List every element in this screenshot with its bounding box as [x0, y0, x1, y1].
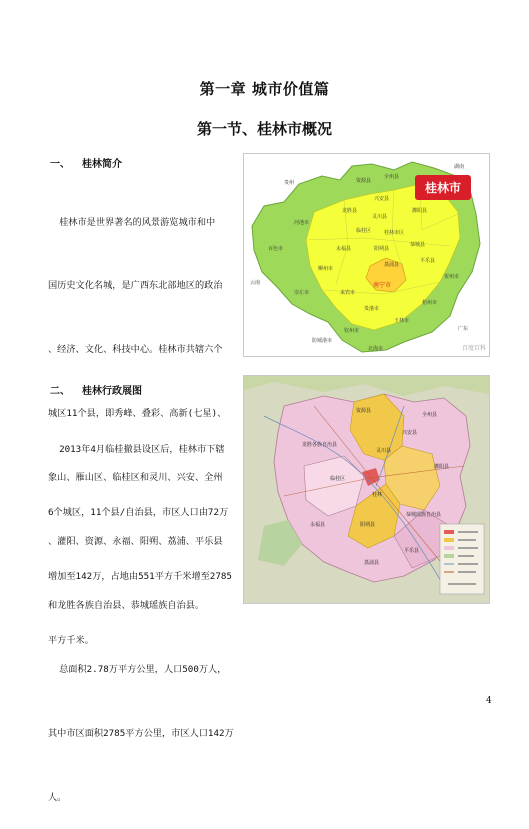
map-place-label: 资源县 — [356, 178, 372, 184]
admin-paragraph — [48, 396, 232, 673]
map-place-label: 全州县 — [422, 412, 438, 418]
map-place-label: 百色市 — [268, 246, 284, 252]
map-place-label: 永福县 — [336, 246, 352, 252]
map-place-label: 兴安县 — [402, 430, 418, 436]
section-heading-text: 桂林行政展图 — [82, 386, 142, 397]
map-place-label: 永福县 — [310, 522, 326, 528]
map-place-label: 北海市 — [368, 346, 384, 352]
section-heading-admin — [50, 382, 142, 397]
map-place-label: 防城港市 — [312, 338, 333, 344]
map-place-label: 云南 — [250, 280, 261, 286]
map-place-label: 荔浦县 — [384, 262, 400, 268]
map-place-label: 灵川县 — [376, 448, 392, 454]
map-place-label: 灌阳县 — [434, 464, 450, 470]
map-place-label: 贺州市 — [444, 274, 460, 280]
text-line: 2013年4月临桂撤县设区后，桂林市下辖 — [48, 443, 225, 455]
text-line: 增加至142万，占地由551平方千米增至2785 — [48, 571, 232, 583]
text-line: 人。 — [48, 791, 67, 803]
section-number: 一、 — [50, 159, 70, 170]
map-place-label: 桂林市区 — [384, 230, 405, 236]
map-place-label: 河池市 — [294, 220, 310, 226]
city-badge: 桂林市 — [424, 181, 462, 195]
map-place-label: 广东 — [458, 326, 469, 332]
map-place-label: 平乐县 — [420, 258, 436, 264]
text-line: 、经济、文化、科技中心。桂林市共辖六个 — [48, 344, 223, 356]
text-line: 平方千米。 — [48, 635, 94, 647]
map-place-label: 梧州市 — [422, 300, 438, 306]
watermark: 百度百科 — [462, 345, 487, 352]
map-place-label: 全州县 — [384, 174, 400, 180]
map-place-label: 玉林市 — [394, 318, 410, 324]
map-place-label: 贵港市 — [364, 306, 380, 312]
text-line: 其中市区面积2785平方公里，市区人口142万 — [48, 727, 234, 739]
map-place-label: 临桂区 — [330, 476, 346, 482]
map-place-label: 龙胜县 — [342, 208, 358, 214]
map-place-label: 恭城县 — [410, 242, 426, 248]
page-number: 4 — [486, 696, 492, 706]
map-legend — [440, 524, 484, 594]
guilin-admin-map-graphic — [244, 376, 489, 603]
map-place-label: 龙胜各族自治县 — [302, 442, 338, 448]
text-line: 城区11个县，即秀峰、叠彩、高新(七星)、 — [48, 408, 227, 420]
text-line: 和龙胜各族自治县、恭城瑶族自治县。 — [48, 599, 205, 611]
map-place-label: 崇左市 — [294, 290, 310, 296]
map-place-label: 柳州市 — [318, 266, 334, 272]
map-place-label: 钦州市 — [344, 328, 360, 334]
map-place-label: 临桂区 — [356, 228, 372, 234]
section-number: 二、 — [50, 386, 70, 397]
map-place-label: 灌阳县 — [412, 208, 428, 214]
guangxi-map-graphic — [244, 154, 489, 356]
guilin-admin-map — [243, 375, 490, 604]
map-place-label: 灵川县 — [372, 214, 388, 220]
section-heading-text: 桂林简介 — [82, 159, 122, 170]
map-place-label: 平乐县 — [404, 548, 420, 554]
map-place-label: 湖南 — [454, 164, 465, 170]
map-place-label: 桂林 — [372, 492, 383, 498]
text-line: 桂林市是世界著名的风景游览城市和中 — [48, 216, 216, 228]
map-place-label: 来宾市 — [340, 290, 356, 296]
map-place-label: 资源县 — [356, 408, 372, 414]
guangxi-map — [243, 153, 490, 357]
text-line: 象山、雁山区、临桂区和灵川、兴安、全州 — [48, 472, 223, 484]
map-place-label: 阳朔县 — [374, 246, 390, 252]
map-place-label: 贵州 — [284, 180, 295, 186]
section-title: 第一节、桂林市概况 — [196, 120, 332, 138]
text-line: 、灌阳、资源、永福、阳朔、荔浦、平乐县 — [48, 536, 223, 548]
section-heading-intro — [50, 155, 122, 170]
chapter-title: 第一章 城市价值篇 — [199, 80, 330, 98]
map-place-label: 兴安县 — [374, 196, 390, 202]
map-place-label: 荔浦县 — [364, 560, 380, 566]
text-line: 国历史文化名城，是广西东北部地区的政治 — [48, 280, 223, 292]
map-place-label: 恭城瑶族自治县 — [406, 512, 442, 518]
text-line: 总面积2.78万平方公里，人口500万人， — [48, 663, 227, 675]
map-place-label: 阳朔县 — [360, 522, 376, 528]
map-place-label: 南宁市 — [373, 282, 392, 289]
text-line: 6个城区，11个县/自治县，市区人口由72万 — [48, 507, 229, 519]
